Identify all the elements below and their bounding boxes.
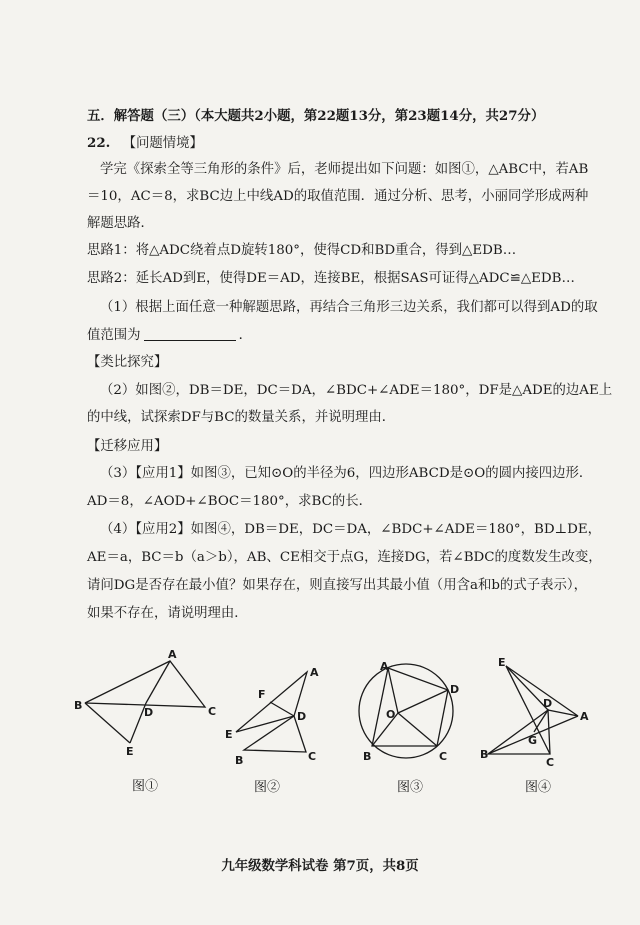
segment-be: [85, 703, 130, 743]
question-tag: 【问题情境】: [122, 136, 203, 151]
figure-3: [350, 658, 470, 795]
text-line: （1）根据上面任意一种解题思路，再结合三角形三边关系，我们都可以得到AD的取: [100, 300, 598, 315]
page-footer: 九年级数学科试卷 第7页，共8页: [221, 858, 419, 874]
figure-2-diagram: [222, 660, 332, 780]
figure-2: [222, 660, 332, 795]
label-c: C: [208, 705, 217, 718]
text-line: （4）【应用2】如图④，DB＝DE，DC＝DA，∠BDC+∠ADE＝180°，BD⊥DE，: [100, 522, 602, 537]
question-number: 22.: [87, 135, 111, 151]
text-line: （2）如图②，DB＝DE，DC＝DA，∠BDC+∠ADE＝180°，DF是△ADE的边AE上: [100, 383, 613, 398]
text-line: （3）【应用1】如图③，已知⊙O的半径为6，四边形ABCD是⊙O的圆内接四边形．: [100, 466, 593, 481]
text-line: 的中线，试探索DF与BC的数量关系，并说明理由．: [87, 410, 396, 425]
text-line: 如果不存在，请说明理由．: [87, 606, 248, 621]
label-d: D: [543, 697, 553, 710]
label-b: B: [74, 699, 83, 712]
label-d: D: [144, 706, 154, 719]
figure-4-caption: 图④: [524, 780, 551, 795]
text-line: AD＝8，∠AOD+∠BOC＝180°，求BC的长．: [87, 494, 372, 509]
triangle-dea: [506, 666, 578, 716]
label-c: C: [308, 750, 317, 763]
label-a: A: [168, 648, 177, 661]
text-line: 请问DG是否存在最小值？如果存在，则直接写出其最小值（用含a和b的式子表示），: [87, 578, 587, 593]
label-e: E: [498, 656, 506, 669]
radius-od: [398, 690, 448, 713]
radius-oc: [398, 713, 437, 746]
text-line: AE＝a，BC＝b（a＞b），AB、CE相交于点G，连接DG，若∠BDC的度数发生改变，: [87, 550, 602, 565]
text-line: 学完《探索全等三角形的条件》后，老师提出如下问题：如图①，△ABC中，若AB: [100, 162, 589, 177]
text-line-with-blank: [87, 326, 640, 346]
figure-1-caption: 图①: [131, 779, 158, 794]
label-b: B: [363, 750, 372, 763]
label-d: D: [297, 710, 307, 723]
answer-blank[interactable]: [144, 326, 236, 341]
label-b: B: [235, 754, 244, 767]
label-e: E: [126, 745, 134, 758]
text-line: 思路2：延长AD到E，使得DE＝AD，连接BE，根据SAS可证得△ADC≌△EDB…: [87, 271, 575, 286]
median-df: [270, 702, 294, 716]
label-f: F: [258, 688, 266, 701]
figure-1: [60, 645, 230, 794]
label-a: A: [580, 710, 589, 723]
subsection-title: 【类比探究】: [87, 355, 168, 370]
text-line: ＝10，AC＝8，求BC边上中线AD的取值范围．通过分析、思考，小丽同学形成两种: [87, 189, 589, 204]
radius-oa: [388, 668, 398, 713]
figure-1-diagram: [60, 645, 230, 775]
label-c: C: [546, 756, 555, 769]
text-line: 解题思路．: [87, 216, 154, 231]
label-b: B: [480, 748, 489, 761]
figure-4: [478, 652, 598, 795]
figure-2-caption: 图②: [253, 780, 280, 795]
label-o: O: [386, 708, 396, 721]
segment-dg: [534, 710, 548, 732]
subsection-title: 【迁移应用】: [87, 439, 168, 454]
label-e: E: [225, 728, 233, 741]
figure-3-diagram: [350, 658, 470, 778]
label-a: A: [380, 660, 389, 673]
label-d: D: [450, 683, 460, 696]
label-a: A: [310, 666, 319, 679]
triangle-abc: [85, 661, 205, 707]
label-g: G: [528, 734, 538, 747]
answer-prefix: 值范围为: [87, 328, 141, 343]
figure-3-caption: 图③: [396, 780, 423, 795]
text-line: 思路1：将△ADC绕着点D旋转180°，使得CD和BD重合，得到△EDB…: [87, 243, 517, 258]
answer-suffix: ．: [238, 328, 252, 343]
section-header: 五．解答题（三）（本大题共2小题，第22题13分，第23题14分，共27分）: [87, 108, 545, 124]
label-c: C: [439, 750, 448, 763]
figure-4-diagram: [478, 652, 598, 782]
question-heading: [87, 133, 640, 154]
